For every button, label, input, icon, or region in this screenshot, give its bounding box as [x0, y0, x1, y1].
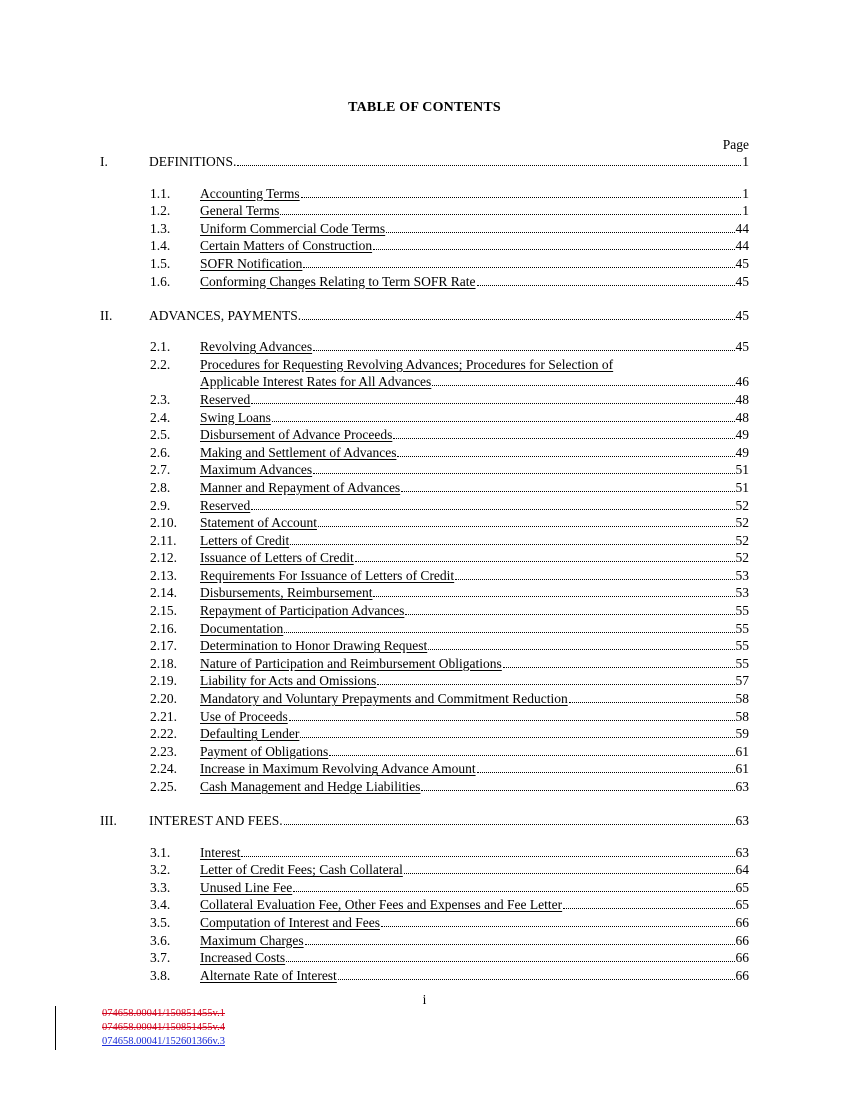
- section-page-number: 65: [735, 879, 749, 895]
- section-title[interactable]: Issuance of Letters of Credit: [200, 550, 354, 566]
- section-number: 2.25.: [150, 779, 177, 794]
- section-title[interactable]: Letters of Credit: [200, 532, 290, 548]
- dot-leader: [432, 385, 734, 386]
- dot-leader: [251, 403, 734, 404]
- section-page-number: 55: [735, 638, 749, 654]
- dot-leader: [455, 579, 734, 580]
- section-page-number: 58: [735, 691, 749, 707]
- section-number: 3.1.: [150, 844, 171, 860]
- toc-section-row[interactable]: [100, 549, 749, 567]
- section-title[interactable]: Swing Loans: [200, 409, 271, 425]
- toc-section-row[interactable]: [100, 584, 749, 602]
- section-number: 2.4.: [150, 409, 171, 425]
- section-number: 3.8.: [150, 967, 171, 983]
- section-page-number: 55: [735, 620, 749, 636]
- section-number: 2.22.: [150, 726, 177, 742]
- article-title: ADVANCES, PAYMENTS.: [149, 307, 302, 323]
- dot-leader: [405, 614, 734, 615]
- toc-section-row[interactable]: [100, 237, 749, 255]
- page-title: TABLE OF CONTENTS: [348, 100, 501, 115]
- section-number: 2.11.: [150, 532, 177, 548]
- section-title[interactable]: Increased Costs: [200, 950, 286, 966]
- section-title[interactable]: Certain Matters of Construction: [200, 238, 373, 254]
- section-page-number: 61: [735, 743, 749, 759]
- section-number: 2.8.: [150, 479, 171, 495]
- section-page-number: 52: [735, 497, 749, 513]
- article-number: III.: [100, 813, 117, 828]
- dot-leader: [241, 856, 734, 857]
- toc-section-row[interactable]: [100, 966, 749, 984]
- toc-article-row[interactable]: [100, 152, 749, 170]
- section-title[interactable]: Interest: [200, 844, 241, 860]
- toc-section-row[interactable]: [100, 601, 749, 619]
- dot-leader: [373, 596, 734, 597]
- toc-section-row[interactable]: [100, 654, 749, 672]
- section-page-number: 59: [735, 726, 749, 742]
- toc-section-row[interactable]: [100, 566, 749, 584]
- section-title[interactable]: Statement of Account: [200, 515, 317, 531]
- toc-section-row[interactable]: [100, 725, 749, 743]
- toc-article-row[interactable]: [100, 811, 749, 829]
- toc-section-row[interactable]: [100, 672, 749, 690]
- section-title[interactable]: Disbursement of Advance Proceeds: [200, 427, 393, 443]
- section-number: 2.7.: [150, 462, 171, 478]
- section-title[interactable]: Payment of Obligations: [200, 743, 329, 759]
- section-number: 2.16.: [150, 620, 177, 636]
- section-title[interactable]: Unused Line Fee: [200, 879, 293, 895]
- section-page-number: 52: [735, 532, 749, 548]
- section-title[interactable]: Disbursements, Reimbursement: [200, 585, 373, 601]
- toc-section-row[interactable]: [100, 742, 749, 760]
- section-number: 1.3.: [150, 220, 171, 236]
- section-title[interactable]: Mandatory and Voluntary Prepayments and Commitment Reduction: [200, 691, 568, 707]
- dot-leader: [280, 214, 741, 215]
- article-page-number: 45: [735, 307, 749, 323]
- section-page-number: 49: [735, 444, 749, 460]
- article-page-number: 1: [742, 154, 749, 169]
- section-title[interactable]: Use of Proceeds: [200, 708, 288, 724]
- page-column-header: Page: [722, 137, 749, 152]
- section-title[interactable]: SOFR Notification: [200, 255, 303, 271]
- section-number: 3.6.: [150, 932, 171, 948]
- doc-id-deleted-1: 074658.00041/150851455v.1: [102, 1008, 225, 1019]
- section-page-number: 49: [735, 427, 749, 443]
- section-title[interactable]: Collateral Evaluation Fee, Other Fees and Expenses and Fee Letter: [200, 897, 563, 913]
- section-page-number: 57: [735, 673, 749, 689]
- section-number: 2.19.: [150, 673, 177, 689]
- article-number: II.: [100, 307, 113, 323]
- toc-section-row[interactable]: [100, 861, 749, 879]
- section-number: 2.2.: [150, 356, 171, 372]
- section-page-number: 63: [735, 779, 749, 794]
- section-number: 2.15.: [150, 603, 177, 619]
- section-page-number: 66: [735, 914, 749, 930]
- section-page-number: 44: [735, 238, 749, 254]
- toc-section-row[interactable]: [100, 896, 749, 914]
- dot-leader: [289, 720, 735, 721]
- section-title[interactable]: Liability for Acts and Omissions: [200, 673, 377, 689]
- section-page-number: 63: [735, 844, 749, 860]
- section-title[interactable]: Letter of Credit Fees; Cash Collateral: [200, 862, 403, 878]
- section-title[interactable]: Manner and Repayment of Advances: [200, 479, 401, 495]
- section-number: 3.2.: [150, 862, 171, 878]
- dot-leader: [477, 285, 735, 286]
- section-title[interactable]: Maximum Advances: [200, 462, 313, 478]
- doc-id-inserted: 074658.00041/152601366v.3: [102, 1036, 225, 1047]
- dot-leader: [300, 737, 734, 738]
- dot-leader: [421, 790, 734, 791]
- toc-section-row[interactable]: [100, 531, 749, 549]
- section-title[interactable]: Requirements For Issuance of Letters of Credit: [200, 567, 455, 583]
- section-title-continued[interactable]: Applicable Interest Rates for All Advances: [200, 374, 432, 390]
- section-page-number: 1: [742, 203, 749, 219]
- section-number: 2.5.: [150, 427, 171, 443]
- dot-leader: [377, 684, 734, 685]
- section-number: 3.3.: [150, 879, 171, 895]
- dot-leader: [393, 438, 734, 439]
- section-title[interactable]: Uniform Commercial Code Terms: [200, 220, 386, 236]
- article-title: INTEREST AND FEES.: [149, 813, 283, 828]
- section-page-number: 55: [735, 655, 749, 671]
- toc-article-row[interactable]: [100, 306, 749, 324]
- dot-leader: [404, 873, 735, 874]
- toc-section-row[interactable]: [100, 219, 749, 237]
- section-page-number: 53: [735, 585, 749, 601]
- section-title[interactable]: Computation of Interest and Fees: [200, 914, 380, 930]
- section-page-number: 45: [735, 339, 749, 355]
- section-page-number: 61: [735, 761, 749, 777]
- dot-leader: [313, 473, 734, 474]
- section-page-number: 51: [735, 479, 749, 495]
- section-page-number: 48: [735, 391, 749, 407]
- toc-section-row[interactable]: [100, 338, 749, 356]
- section-title[interactable]: Nature of Participation and Reimbursement Obligations: [200, 655, 502, 671]
- section-title[interactable]: Repayment of Participation Advances: [200, 603, 405, 619]
- toc-section-row[interactable]: [100, 689, 749, 707]
- section-number: 2.18.: [150, 655, 177, 671]
- section-title[interactable]: Determination to Honor Drawing Request: [200, 638, 428, 654]
- dot-leader: [272, 421, 735, 422]
- dot-leader: [284, 824, 735, 825]
- section-number: 2.21.: [150, 708, 177, 724]
- section-title[interactable]: Cash Management and Hedge Liabilities: [200, 779, 421, 794]
- dot-leader: [373, 249, 734, 250]
- toc-section-row[interactable]: [100, 202, 749, 220]
- toc-section-row[interactable]: [100, 496, 749, 514]
- section-number: 2.1.: [150, 339, 171, 355]
- toc-section-row[interactable]: [100, 760, 749, 778]
- section-title[interactable]: Procedures for Requesting Revolving Advances; Procedures for Selection of: [200, 356, 614, 372]
- section-page-number: 66: [735, 967, 749, 983]
- section-number: 2.6.: [150, 444, 171, 460]
- section-number: 1.6.: [150, 273, 171, 289]
- section-page-number: 45: [735, 255, 749, 271]
- toc-section-row[interactable]: [100, 254, 749, 272]
- section-title[interactable]: Reserved: [200, 497, 251, 513]
- section-page-number: 44: [735, 220, 749, 236]
- section-page-number: 48: [735, 409, 749, 425]
- dot-leader: [237, 165, 741, 166]
- article-title: DEFINITIONS.: [149, 154, 237, 169]
- dot-leader: [318, 526, 735, 527]
- article-number: I.: [100, 154, 108, 169]
- toc-section-row[interactable]: [100, 390, 749, 408]
- toc-section-row[interactable]: [100, 355, 749, 373]
- dot-leader: [381, 926, 735, 927]
- section-number: 2.24.: [150, 761, 177, 777]
- dot-leader: [290, 544, 734, 545]
- toc-section-row-continued[interactable]: [100, 373, 749, 391]
- section-page-number: 1: [742, 185, 749, 201]
- section-page-number: 45: [735, 273, 749, 289]
- section-page-number: 52: [735, 515, 749, 531]
- dot-leader: [305, 944, 735, 945]
- section-number: 1.2.: [150, 203, 171, 219]
- section-number: 1.4.: [150, 238, 171, 254]
- section-number: 1.1.: [150, 185, 171, 201]
- dot-leader: [397, 456, 734, 457]
- section-title[interactable]: Reserved: [200, 391, 251, 407]
- section-number: 2.14.: [150, 585, 177, 601]
- section-title[interactable]: Defaulting Lender: [200, 726, 300, 742]
- section-number: 2.20.: [150, 691, 177, 707]
- section-number: 3.7.: [150, 950, 171, 966]
- toc-section-row[interactable]: [100, 514, 749, 532]
- section-title[interactable]: Making and Settlement of Advances: [200, 444, 397, 460]
- section-title[interactable]: Documentation: [200, 620, 284, 636]
- toc-section-row[interactable]: [100, 619, 749, 637]
- dot-leader: [401, 491, 734, 492]
- toc-section-row[interactable]: [100, 426, 749, 444]
- section-page-number: 66: [735, 950, 749, 966]
- toc-section-row[interactable]: [100, 843, 749, 861]
- toc-section-row[interactable]: [100, 707, 749, 725]
- toc-section-row[interactable]: [100, 443, 749, 461]
- section-page-number: 66: [735, 932, 749, 948]
- section-number: 3.4.: [150, 897, 171, 913]
- dot-leader: [302, 319, 734, 320]
- section-number: 2.9.: [150, 497, 171, 513]
- toc-section-row[interactable]: [100, 931, 749, 949]
- toc-section-row[interactable]: [100, 184, 749, 202]
- toc-section-row[interactable]: [100, 913, 749, 931]
- section-number: 3.5.: [150, 914, 171, 930]
- dot-leader: [293, 891, 734, 892]
- dot-leader: [386, 232, 734, 233]
- doc-id-deleted-2: 074658.00041/150851455v.4: [102, 1022, 225, 1033]
- dot-leader: [251, 509, 734, 510]
- dot-leader: [313, 350, 734, 351]
- dot-leader: [286, 961, 734, 962]
- dot-leader: [477, 772, 735, 773]
- section-page-number: 46: [735, 374, 749, 390]
- section-title[interactable]: Increase in Maximum Revolving Advance Amount: [200, 761, 476, 777]
- toc-section-row[interactable]: [100, 461, 749, 479]
- section-number: 2.23.: [150, 743, 177, 759]
- section-number: 2.10.: [150, 515, 177, 531]
- toc-section-row[interactable]: [100, 408, 749, 426]
- dot-leader: [338, 979, 735, 980]
- change-bar: [55, 1006, 56, 1050]
- section-page-number: 53: [735, 567, 749, 583]
- dot-leader: [355, 561, 735, 562]
- section-title[interactable]: Conforming Changes Relating to Term SOFR Rate: [200, 273, 476, 289]
- dot-leader: [329, 755, 734, 756]
- dot-leader: [428, 649, 734, 650]
- section-title[interactable]: Maximum Charges: [200, 932, 304, 948]
- section-title[interactable]: General Terms: [200, 203, 280, 219]
- section-page-number: 64: [735, 862, 749, 878]
- section-title[interactable]: Revolving Advances: [200, 339, 313, 355]
- section-title[interactable]: Alternate Rate of Interest: [200, 967, 337, 983]
- toc-section-row[interactable]: [100, 272, 749, 290]
- article-page-number: 63: [735, 813, 749, 828]
- toc-section-row[interactable]: [100, 878, 749, 896]
- dot-leader: [303, 267, 734, 268]
- section-number: 1.5.: [150, 255, 171, 271]
- table-of-contents: [100, 152, 749, 984]
- dot-leader: [503, 667, 735, 668]
- dot-leader: [569, 702, 735, 703]
- section-number: 2.13.: [150, 567, 177, 583]
- section-page-number: 55: [735, 603, 749, 619]
- section-number: 2.3.: [150, 391, 171, 407]
- section-page-number: 65: [735, 897, 749, 913]
- dot-leader: [563, 908, 734, 909]
- toc-section-row[interactable]: [100, 777, 749, 795]
- section-page-number: 51: [735, 462, 749, 478]
- section-number: 2.12.: [150, 550, 177, 566]
- toc-section-row[interactable]: [100, 478, 749, 496]
- section-title[interactable]: Accounting Terms: [200, 185, 300, 201]
- section-page-number: 58: [735, 708, 749, 724]
- footer-page-number: i: [422, 992, 427, 1007]
- section-number: 2.17.: [150, 638, 177, 654]
- section-page-number: 52: [735, 550, 749, 566]
- dot-leader: [301, 197, 742, 198]
- toc-section-row[interactable]: [100, 949, 749, 967]
- dot-leader: [284, 632, 734, 633]
- toc-section-row[interactable]: [100, 637, 749, 655]
